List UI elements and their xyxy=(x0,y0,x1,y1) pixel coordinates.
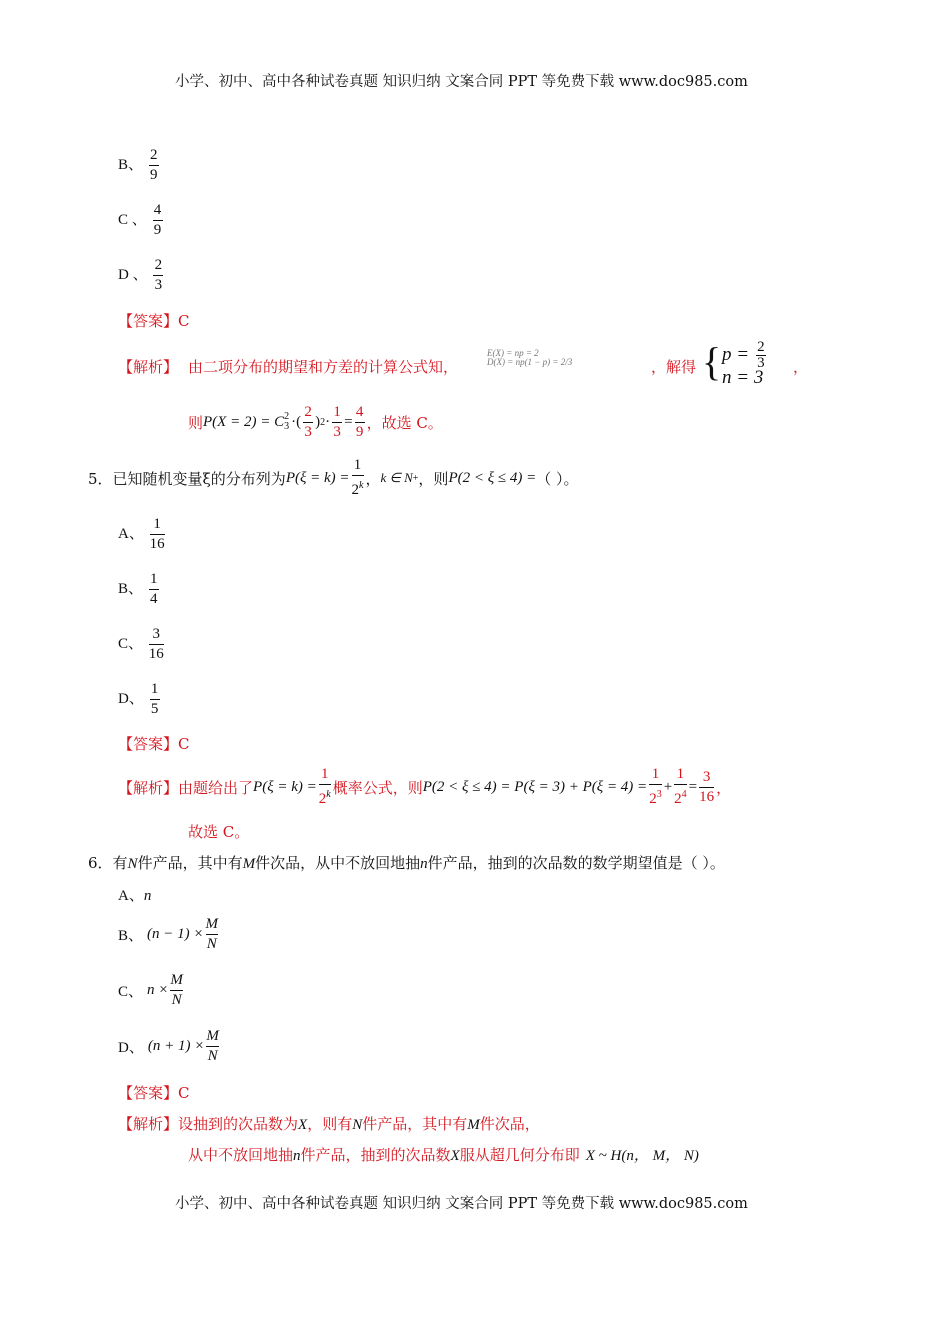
numerator: M xyxy=(170,972,183,988)
q5-answer xyxy=(118,733,190,754)
option-label: C 、 xyxy=(118,211,147,228)
option-label: D 、 xyxy=(118,266,148,283)
numerator: 1 xyxy=(150,681,159,697)
q4-equation-system xyxy=(487,349,572,367)
q4-solution-p xyxy=(722,341,768,370)
denominator: 16 xyxy=(699,788,715,805)
analysis-part-a: 设抽到的次品数为 xyxy=(178,1115,299,1133)
option-expression: n × xyxy=(147,982,169,998)
answer-tag: 【答案】 xyxy=(118,735,179,753)
denominator: N xyxy=(207,1048,218,1064)
denominator: 3 xyxy=(304,423,312,440)
fraction-bar xyxy=(352,475,364,476)
q4-analysis-text: 由二项分布的期望和方差的计算公式知， xyxy=(188,358,459,376)
numerator: 1 xyxy=(333,403,341,420)
option-fraction xyxy=(149,571,159,608)
page-header: 小学、初中、高中各种试卷真题 知识归纳 文案合同 PPT 等免费下载 www.doc985.com xyxy=(175,74,748,90)
option-fraction xyxy=(206,1028,219,1065)
numerator: 1 xyxy=(353,457,362,473)
analysis-M: M xyxy=(467,1117,480,1133)
denominator: 5 xyxy=(150,701,159,717)
answer-tag: 【答案】 xyxy=(118,1084,179,1102)
analysis2-n: n xyxy=(293,1148,301,1164)
analysis-part-c: 件产品，其中有 xyxy=(362,1115,468,1133)
analysis2-part-a: 从中不放回地抽 xyxy=(188,1146,294,1164)
q4-answer xyxy=(118,310,190,331)
fraction-1 xyxy=(303,404,313,441)
option-expression: n xyxy=(143,888,152,904)
analysis-tag: 【解析】 xyxy=(118,778,179,797)
q6-option-b xyxy=(118,916,220,953)
left-brace-icon: { xyxy=(702,339,722,384)
den-base: 2 xyxy=(674,791,682,807)
option-fraction xyxy=(206,916,219,953)
analysis-part-b: 概率公式，则 xyxy=(332,778,423,797)
fraction-bar xyxy=(153,275,163,276)
q6-option-a xyxy=(118,884,151,905)
option-fraction xyxy=(150,681,160,718)
numerator: 4 xyxy=(153,202,162,218)
system-line-2: D(X) = np(1 − p) = 2/3 xyxy=(487,357,573,367)
fraction-bar xyxy=(319,784,331,785)
fraction-bar xyxy=(303,422,313,423)
den-sup: k xyxy=(326,789,331,800)
option-fraction xyxy=(153,202,163,239)
q5-option-c xyxy=(118,626,166,663)
option-label: A、 xyxy=(118,525,144,542)
denominator xyxy=(649,786,662,808)
denominator: 9 xyxy=(355,423,364,440)
sum-fraction-3 xyxy=(699,769,714,806)
numerator: 3 xyxy=(152,626,161,642)
den-sup: 4 xyxy=(681,789,687,800)
den-sup: 3 xyxy=(656,789,662,800)
fraction-bar xyxy=(699,787,714,788)
solution-p-label: p = xyxy=(722,343,750,365)
analysis-part-d: 件次品， xyxy=(479,1115,540,1133)
den-base: 2 xyxy=(318,791,327,807)
option-fraction xyxy=(170,972,183,1009)
denominator: 3 xyxy=(757,355,765,371)
fraction-bar xyxy=(332,422,342,423)
analysis2-part-b: 件产品，抽到的次品数 xyxy=(300,1146,451,1164)
stem-part-a: 6．有 xyxy=(88,854,128,872)
numerator: 2 xyxy=(154,257,163,273)
numerator: 1 xyxy=(150,571,158,587)
option-label: D、 xyxy=(118,690,144,707)
comb-sup: 2 xyxy=(284,411,290,422)
q6-stem xyxy=(88,852,725,873)
q5-stem xyxy=(88,456,579,500)
stem-N: N xyxy=(127,856,138,872)
stem-part-b: 件产品，其中有 xyxy=(137,854,243,872)
numerator: M xyxy=(206,1028,219,1044)
denominator: N xyxy=(171,992,182,1008)
formula-part-d: · xyxy=(325,413,331,430)
option-fraction xyxy=(153,257,163,294)
q5-option-d xyxy=(118,681,162,718)
analysis-comma: ， xyxy=(716,778,732,797)
stem-part-c: 件次品，从中不放回地抽 xyxy=(255,854,421,872)
analysis-formula: P(ξ = k) = xyxy=(253,778,317,795)
denominator: 16 xyxy=(148,646,164,662)
system-line-1: E(X) = np = 2 xyxy=(487,348,539,358)
den-sup: k xyxy=(359,480,364,491)
q6-option-d xyxy=(118,1028,221,1065)
q6-option-c xyxy=(118,972,185,1009)
answer-value: C xyxy=(178,312,190,330)
option-fraction xyxy=(149,147,159,184)
analysis-part-a: 由题给出了 xyxy=(178,778,254,797)
q6-analysis-line-2 xyxy=(188,1144,699,1165)
analysis-fraction xyxy=(319,766,331,808)
option-label: B、 xyxy=(118,156,144,173)
option-fraction xyxy=(150,516,165,553)
answer-value: C xyxy=(178,1084,190,1102)
denominator xyxy=(319,786,331,808)
q5-option-b xyxy=(118,571,161,608)
q4-option-d xyxy=(118,257,165,294)
q5-analysis-line xyxy=(118,765,731,809)
denominator: 9 xyxy=(153,222,162,238)
q4-analysis-tag: 【解析】 xyxy=(118,358,179,376)
option-label: B、 xyxy=(118,928,144,944)
analysis-tag: 【解析】 xyxy=(118,1115,179,1133)
then-text: 则 xyxy=(188,413,204,432)
power-2: 2 xyxy=(320,416,326,428)
formula-part-c: ) xyxy=(315,413,321,430)
denominator xyxy=(674,786,687,808)
stem-part-a: 5．已知随机变量ξ的分布列为 xyxy=(88,469,286,488)
fraction-bar xyxy=(150,534,165,535)
numerator: 2 xyxy=(304,403,312,420)
page-footer: 小学、初中、高中各种试卷真题 知识归纳 文案合同 PPT 等免费下载 www.doc985.com xyxy=(175,1196,748,1212)
q4-comma: ， xyxy=(793,358,809,376)
analysis2-distribution: X ~ H(n， M， N) xyxy=(585,1148,699,1164)
analysis-sum: P(2 < ξ ≤ 4) = P(ξ = 3) + P(ξ = 4) = xyxy=(422,778,648,795)
numerator: 2 xyxy=(150,147,158,163)
fraction-bar xyxy=(170,990,183,991)
fraction-bar xyxy=(206,934,219,935)
stem-formula: P(ξ = k) = xyxy=(285,469,350,486)
option-label: D、 xyxy=(118,1040,144,1056)
option-expression: (n + 1) × xyxy=(147,1038,205,1054)
q4-option-c xyxy=(118,202,165,239)
numerator: 2 xyxy=(757,339,765,355)
fraction-bar xyxy=(149,644,164,645)
stem-part-c: ，则 xyxy=(418,469,449,488)
fraction-bar xyxy=(206,1046,219,1047)
numerator: 1 xyxy=(651,766,660,782)
den-base: 2 xyxy=(649,791,657,807)
analysis2-part-c: 服从超几何分布即 xyxy=(459,1146,580,1164)
denominator: N xyxy=(206,936,217,952)
numerator: 3 xyxy=(702,768,711,785)
formula-part-b: ·( xyxy=(291,413,302,430)
option-label: A、 xyxy=(118,888,144,904)
denominator: 3 xyxy=(333,423,341,440)
option-label: C、 xyxy=(118,635,144,652)
den-base: 2 xyxy=(351,482,360,498)
q4-option-b xyxy=(118,147,161,184)
numerator: 1 xyxy=(320,766,329,782)
stem-k-sup: + xyxy=(412,472,419,484)
numerator: 1 xyxy=(676,766,685,782)
fraction-bar xyxy=(649,784,662,785)
analysis-N: N xyxy=(352,1117,363,1133)
fraction-bar xyxy=(149,589,159,590)
fraction-3 xyxy=(355,404,365,441)
plus-sign: + xyxy=(663,778,673,795)
stem-M: M xyxy=(242,856,256,872)
stem-prob: P(2 < ξ ≤ 4) = xyxy=(448,469,537,486)
stem-part-d: 件产品，抽到的次品数的数学期望值是（ ）。 xyxy=(427,854,725,872)
formula-part-e: = xyxy=(344,413,353,430)
fraction-2 xyxy=(332,404,342,441)
q6-analysis-line-1 xyxy=(118,1113,540,1134)
numerator: 1 xyxy=(153,516,161,532)
option-expression: (n − 1) × xyxy=(147,926,204,942)
conclusion-text: ，故选 C。 xyxy=(366,413,443,432)
option-fraction xyxy=(149,626,164,663)
analysis-X: X xyxy=(298,1117,308,1133)
stem-n: n xyxy=(420,856,428,872)
q4-formula-line xyxy=(188,400,443,444)
solution-p-fraction xyxy=(756,341,766,370)
q5-option-a xyxy=(118,516,167,553)
denominator xyxy=(352,477,364,499)
sum-fraction-1 xyxy=(649,766,662,808)
fraction-bar xyxy=(355,422,365,423)
denominator: 16 xyxy=(149,536,165,552)
q6-answer xyxy=(118,1082,190,1103)
numerator: M xyxy=(205,916,218,932)
fraction-bar xyxy=(150,699,160,700)
formula-part-a: P(X = 2) = C xyxy=(203,413,285,430)
stem-part-b: ， xyxy=(365,469,381,488)
q4-solution-n: n = 3 xyxy=(722,367,764,388)
denominator: 3 xyxy=(154,277,163,293)
comb-sub: 3 xyxy=(284,421,290,432)
numerator: 4 xyxy=(355,403,364,420)
answer-value: C xyxy=(178,735,190,753)
stem-k: k ∈ N xyxy=(380,470,413,485)
q5-conclusion: 故选 C。 xyxy=(188,823,250,841)
q4-solve-text: ，解得 xyxy=(651,358,697,376)
denominator: 4 xyxy=(150,591,158,607)
stem-fraction xyxy=(352,457,364,499)
option-label: C、 xyxy=(118,984,144,1000)
fraction-bar xyxy=(149,165,159,166)
sum-fraction-2 xyxy=(674,766,687,808)
stem-part-d: （ ）。 xyxy=(536,469,579,488)
answer-tag: 【答案】 xyxy=(118,312,179,330)
denominator: 9 xyxy=(150,167,158,183)
equals-sign: = xyxy=(688,778,698,795)
combination-indices xyxy=(284,412,289,432)
analysis2-X: X xyxy=(450,1148,460,1164)
analysis-part-b: ，则有 xyxy=(307,1115,353,1133)
option-label: B、 xyxy=(118,580,144,597)
fraction-bar xyxy=(153,220,163,221)
fraction-bar xyxy=(674,784,687,785)
